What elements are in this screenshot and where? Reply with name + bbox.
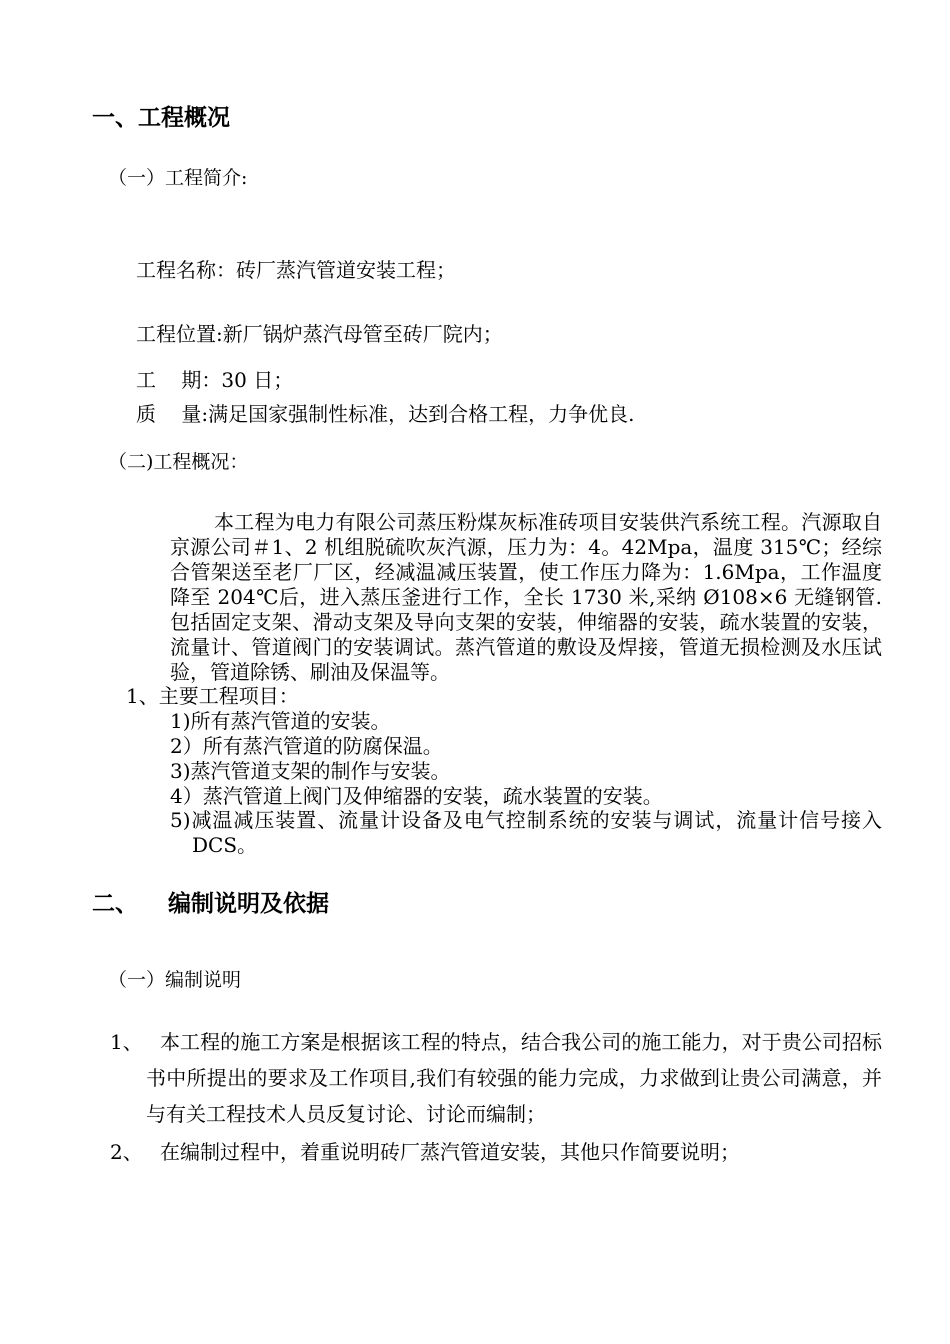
main-item-5-text: 5)减温减压装置、流量计设备及电气控制系统的安装与调试，流量计信号接入 DCS。 <box>170 808 882 857</box>
main-item-4: 4）蒸汽管道上阀门及伸缩器的安装，疏水装置的安装。 <box>170 784 663 808</box>
section-heading-overview: 一、工程概况 <box>92 105 230 131</box>
subsection-heading-compilation: （一）编制说明 <box>108 969 242 991</box>
subsection-heading-overview: （二)工程概况： <box>108 451 249 473</box>
main-item-2: 2）所有蒸汽管道的防腐保温。 <box>170 734 443 758</box>
main-items-heading: 1、主要工程项目： <box>126 684 299 708</box>
main-item-3: 3)蒸汽管道支架的制作与安装。 <box>170 759 451 783</box>
section-heading-number: 二、 <box>92 891 138 917</box>
project-name: 工程名称：砖厂蒸汽管道安装工程； <box>136 258 456 282</box>
main-item-1: 1)所有蒸汽管道的安装。 <box>170 709 391 733</box>
main-item-5 <box>170 808 882 858</box>
project-quality: 质 量:满足国家强制性标准，达到合格工程，力争优良. <box>136 402 635 426</box>
compilation-item-1-text: 本工程的施工方案是根据该工程的特点，结合我公司的施工能力，对于贵公司招标书中所提出的要求及工作项目,我们有较强的能力完成，力求做到让贵公司满意，并与有关工程技术人员反复讨论、讨论而编制； <box>146 1030 882 1126</box>
overview-paragraph: 本工程为电力有限公司蒸压粉煤灰标准砖项目安装供汽系统工程。汽源取自京源公司＃1、2 机组脱硫吹灰汽源，压力为：4。42Mpa，温度 315℃；经综合管架送至老厂厂区，经减温减压装置，使工作压力降为：1.6Mpa，工作温度降至 204℃后，进入蒸压釜进行工作，全长 1730 米,采纳 Ø108×6 无缝钢管.包括固定支架、滑动支架及导向支架的安装，伸缩器的安装，疏水装置的安装， 流量计、管道阀门的安装调试。蒸汽管道的敷设及焊接，管道无损检测及水压试验，管道除锈、刷油及保温等。 <box>170 510 882 684</box>
section-heading-compilation: 编制说明及依据 <box>168 891 329 917</box>
compilation-item-2-number: 2、 <box>110 1140 143 1164</box>
compilation-item-2-text: 在编制过程中，着重说明砖厂蒸汽管道安装，其他只作简要说明； <box>160 1140 740 1164</box>
subsection-heading-intro: （一）工程简介: <box>108 167 248 189</box>
project-period: 工 期：30 日； <box>136 368 294 392</box>
project-location: 工程位置:新厂锅炉蒸汽母管至砖厂院内； <box>136 322 503 346</box>
compilation-item-1-number: 1、 <box>110 1030 143 1054</box>
